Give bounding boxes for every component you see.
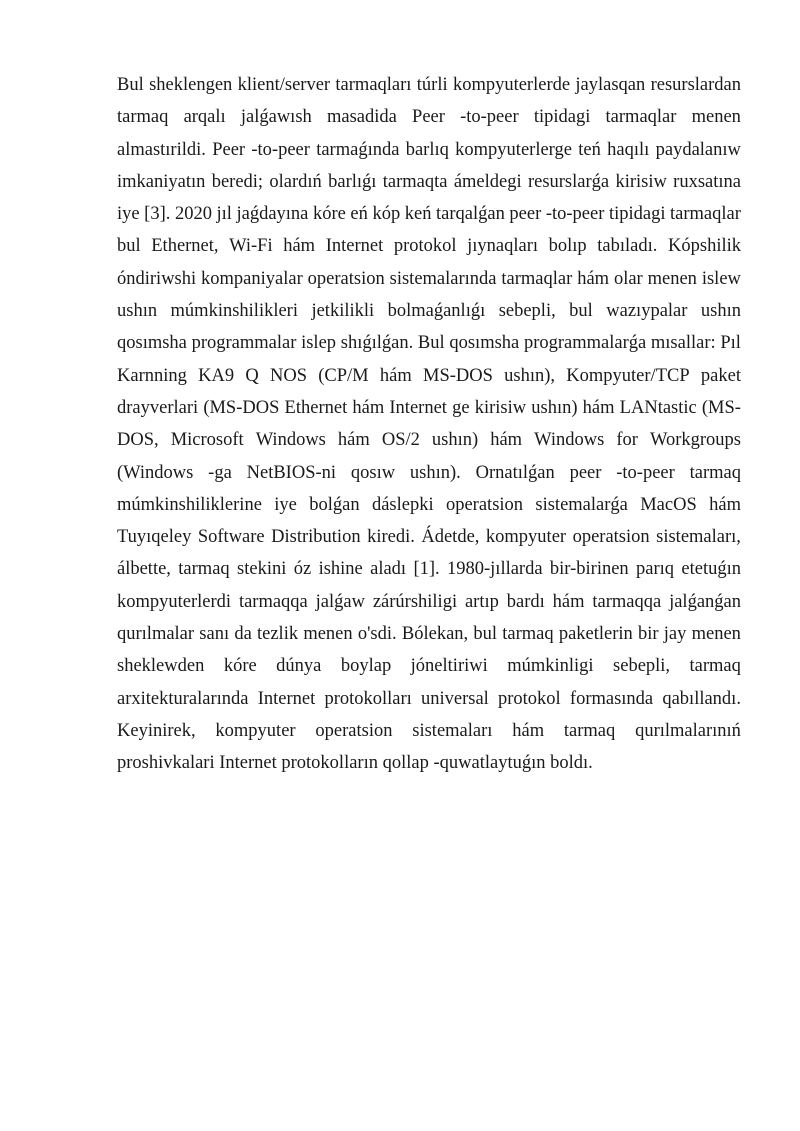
word: bolmaǵanlıǵı: [387, 301, 486, 322]
word: tarqalǵan: [436, 204, 505, 225]
word: tarmaq: [117, 107, 169, 128]
word: jalǵawısh: [240, 107, 312, 128]
paragraph-line: [117, 683, 741, 715]
word: parıq: [636, 559, 675, 580]
word: formasında: [569, 688, 654, 709]
word: tarmaqta: [382, 171, 448, 192]
word: (MS-: [701, 397, 741, 418]
word: tarmaq: [689, 462, 741, 483]
word: beredi;: [211, 171, 264, 192]
word: tipidagi: [608, 204, 666, 225]
word: menen: [691, 107, 741, 128]
word: Microsoft: [170, 430, 244, 451]
word: paket: [700, 365, 741, 386]
word: ushın),: [504, 365, 556, 386]
word: tarmaqları: [335, 75, 412, 95]
word: Windows: [534, 430, 605, 451]
paragraph-line: [117, 618, 741, 650]
paragraph-line: [117, 489, 741, 521]
word: sheklengen: [149, 75, 233, 95]
word: óndiriwshi: [117, 268, 197, 289]
word: mısallar:: [650, 333, 716, 354]
word: kompaniyalar: [201, 268, 303, 289]
word: hám: [552, 591, 585, 612]
word: Pıl: [720, 333, 741, 354]
word: qurılmalarınıń: [635, 720, 741, 741]
word: hám: [379, 365, 412, 386]
word: for: [616, 430, 638, 451]
word: klient/server: [237, 75, 331, 95]
word: boylap: [340, 656, 392, 677]
word: Internet: [257, 688, 316, 709]
word: protokolları: [324, 688, 412, 709]
word: jıynaqları: [467, 236, 539, 257]
word: tarmaq: [502, 624, 554, 645]
word: hám: [512, 720, 545, 741]
word: bul: [569, 301, 593, 322]
word: -to-peer: [251, 139, 310, 160]
word: hám: [709, 494, 741, 515]
word: ushın): [531, 397, 578, 418]
word: barlıǵı: [328, 171, 377, 192]
word: menen: [691, 624, 741, 645]
word: Wi-Fi: [229, 236, 273, 257]
word: tarmaqlar: [501, 268, 573, 289]
word: kóre: [312, 204, 346, 225]
word: múmkinligi: [507, 656, 594, 677]
word: Internet: [389, 397, 447, 418]
word: tabıladı.: [597, 236, 658, 257]
word: Ethernet: [284, 397, 348, 418]
word: menen: [303, 624, 353, 645]
word: ámeldegi: [453, 171, 522, 192]
word: jaǵdayına: [236, 204, 309, 225]
word: kompyuter: [485, 527, 567, 548]
word: jay: [663, 624, 687, 645]
word: qurılmalar: [117, 624, 195, 645]
word: MacOS: [640, 494, 697, 515]
word: kóp: [372, 204, 401, 225]
word: barlıq: [405, 139, 449, 160]
word: ushın): [431, 430, 479, 451]
word: jıl: [216, 204, 232, 225]
word: tipidagi: [533, 107, 591, 128]
word: kóre: [223, 656, 257, 677]
word: tarmaǵında: [316, 139, 400, 160]
word: wazıypalar: [606, 301, 688, 322]
word: Ádetde,: [421, 527, 480, 548]
word: aladı: [370, 559, 407, 580]
word: hám: [352, 397, 385, 418]
word: artıp: [464, 591, 499, 612]
word: arqalı: [183, 107, 226, 128]
paragraph-line: [117, 457, 741, 489]
word: LANtastic: [619, 397, 697, 418]
word: óz: [293, 559, 312, 580]
word: menen: [647, 268, 697, 289]
word: paydalanıw: [655, 139, 741, 160]
word: iye: [274, 494, 297, 515]
word: shıǵılǵan.: [340, 333, 414, 354]
word: Ornatılǵan: [475, 462, 555, 483]
word: Bul: [117, 75, 144, 95]
word: tarmaqqa: [592, 591, 662, 612]
word: jalǵanǵan: [669, 591, 741, 612]
word: OS/2: [381, 430, 420, 451]
word: (CP/M: [318, 365, 369, 386]
word: etetuǵın: [681, 559, 741, 580]
word: tezlik: [257, 624, 299, 645]
word: sistemalarǵa: [535, 494, 628, 515]
word: dáslepki: [371, 494, 434, 515]
word: 2020: [174, 204, 212, 225]
paragraph-line: [117, 166, 741, 198]
word: Keyinirek,: [117, 720, 196, 741]
word: álbette,: [117, 559, 171, 580]
word: (Windows: [117, 462, 194, 483]
word: qosıw: [350, 462, 396, 483]
word: qabıllandı.: [662, 688, 741, 709]
word: arxitekturalarında: [117, 688, 249, 709]
paragraph-line: [117, 360, 741, 392]
word: almastırildi.: [117, 139, 206, 160]
word: jalǵaw: [315, 591, 365, 612]
word: resurslarǵa: [527, 171, 610, 192]
word: Tuyıqeley: [117, 527, 192, 548]
paragraph-line: [117, 650, 741, 682]
word: o'sdi.: [357, 624, 397, 645]
word: eń: [350, 204, 368, 225]
word: paketlerin: [558, 624, 633, 645]
word: sanı: [199, 624, 230, 645]
word: bul: [473, 624, 498, 645]
word: teń: [578, 139, 601, 160]
word: [3].: [144, 204, 171, 225]
word: peer: [509, 204, 542, 225]
word: tarmaqqa: [238, 591, 308, 612]
word: Ethernet,: [151, 236, 219, 257]
word: Workgroups: [649, 430, 741, 451]
paragraph-line: [117, 69, 741, 101]
word: bir-birinen: [549, 559, 629, 580]
body-paragraph: [117, 69, 741, 780]
word: olar: [613, 268, 643, 289]
paragraph-line: [117, 715, 741, 747]
word: iye: [117, 204, 140, 225]
word: resurslardan: [650, 75, 741, 95]
word: olardıń: [269, 171, 322, 192]
word: universal: [420, 688, 489, 709]
word: tarmaqlar: [605, 107, 677, 128]
word: drayverlari: [117, 397, 199, 418]
word: da: [234, 624, 252, 645]
paragraph-line: [117, 101, 741, 133]
word: DOS,: [117, 430, 159, 451]
word: sebepli,: [498, 301, 556, 322]
word: múmkinshilikleri: [170, 301, 298, 322]
word: ruxsatına: [673, 171, 741, 192]
word: qosımsha: [117, 333, 187, 354]
word: operatsion: [572, 527, 650, 548]
word: hám: [577, 268, 610, 289]
paragraph-line: [117, 553, 741, 585]
word: jaylasqan: [575, 75, 646, 95]
word: Karnning: [117, 365, 187, 386]
word: Bul: [417, 333, 445, 354]
word: [1].: [413, 559, 440, 580]
word: protokol: [498, 688, 561, 709]
word: ushın: [700, 301, 741, 322]
word: Internet: [325, 236, 384, 257]
word: Kompyuter/TCP: [566, 365, 690, 386]
word: sistemaları,: [656, 527, 741, 548]
word: Windows: [255, 430, 326, 451]
word: Bólekan,: [401, 624, 469, 645]
word: 1980-jıllarda: [447, 559, 543, 580]
word: MS-DOS: [423, 365, 493, 386]
word: -ga: [208, 462, 232, 483]
word: imkaniyatın: [117, 171, 206, 192]
word: hám: [337, 430, 370, 451]
word: tarmaq: [178, 559, 230, 580]
word: ishine: [318, 559, 363, 580]
word: dúnya: [276, 656, 322, 677]
word: kirisiw: [474, 397, 527, 418]
word: sistemaları: [412, 720, 493, 741]
word: tarmaq: [563, 720, 616, 741]
word: jóneltiriwi: [410, 656, 488, 677]
word: Distribution: [271, 527, 361, 548]
word: Peer: [212, 139, 246, 160]
word: operatsion: [445, 494, 524, 515]
word: bolıp: [548, 236, 587, 257]
paragraph-line: [117, 198, 741, 230]
word: ushın).: [409, 462, 461, 483]
word: KA9: [198, 365, 235, 386]
word: kompyuterlerge: [455, 139, 572, 160]
word: bir: [638, 624, 659, 645]
word: protokol: [393, 236, 457, 257]
word: ushın: [117, 301, 158, 322]
word: -to-peer: [460, 107, 519, 128]
word: (MS-DOS: [203, 397, 280, 418]
word: qosımsha: [449, 333, 520, 354]
word: NetBIOS-ni: [246, 462, 337, 483]
word: -to-peer: [616, 462, 675, 483]
paragraph-line: [117, 327, 741, 359]
paragraph-line: [117, 295, 741, 327]
word: haqılı: [607, 139, 650, 160]
word: túrli: [416, 75, 448, 95]
word: kompyuterlerde: [452, 75, 571, 95]
word: Kópshilik: [668, 236, 741, 257]
word: operatsion: [307, 268, 385, 289]
word: sistemalarında: [389, 268, 497, 289]
word: kiredi.: [367, 527, 415, 548]
word: tarmaq: [689, 656, 741, 677]
paragraph-line: [117, 392, 741, 424]
word: hám: [582, 397, 615, 418]
word: kompyuter: [215, 720, 296, 741]
paragraph-line: [117, 263, 741, 295]
paragraph-line: [117, 424, 741, 456]
paragraph-line: [117, 134, 741, 166]
paragraph-line: [117, 230, 741, 262]
word: NOS: [269, 365, 307, 386]
word: sebepli,: [613, 656, 671, 677]
word: masadida: [326, 107, 397, 128]
word: hám: [283, 236, 316, 257]
word: islew: [701, 268, 741, 289]
word: Software: [197, 527, 265, 548]
word: bardı: [506, 591, 545, 612]
word: sheklewden: [117, 656, 205, 677]
word: peer: [569, 462, 602, 483]
word: hám: [490, 430, 523, 451]
word: operatsion: [315, 720, 393, 741]
word: múmkinshiliklerine: [117, 494, 262, 515]
paragraph-line-last: proshivkalari Internet protokolların qollap -quwatlaytuǵın boldı.: [117, 753, 593, 774]
word: Peer: [412, 107, 445, 128]
word: jetkilikli: [311, 301, 375, 322]
word: kirisiw: [615, 171, 667, 192]
word: tarmaqlar: [670, 204, 741, 225]
word: keń: [404, 204, 432, 225]
word: programmalar: [191, 333, 297, 354]
word: islep: [301, 333, 337, 354]
word: programmalarǵa: [523, 333, 647, 354]
word: zárúrshiligi: [372, 591, 458, 612]
paragraph-line: [117, 586, 741, 618]
word: ge: [452, 397, 470, 418]
word: bolǵan: [309, 494, 360, 515]
word: kompyuterlerdi: [117, 591, 232, 612]
word: bul: [117, 236, 141, 257]
paragraph-line: [117, 521, 741, 553]
word: -to-peer: [545, 204, 605, 225]
word: stekini: [237, 559, 287, 580]
word: Q: [245, 365, 259, 386]
